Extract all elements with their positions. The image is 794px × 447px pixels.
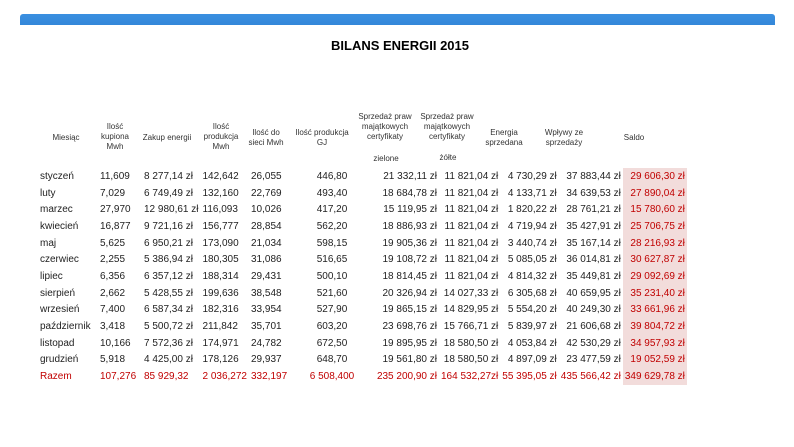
- cell-wplywy: 37 883,44 zł: [566, 170, 621, 182]
- table-row: [38, 268, 687, 285]
- cell-do_sieci: 21,034: [251, 237, 282, 249]
- cell-zakup: 5 428,55 zł: [144, 287, 193, 299]
- cell-month: wrzesień: [40, 304, 80, 316]
- cell-zakup: 4 425,00 zł: [144, 354, 193, 366]
- cell-zielone: 23 698,76 zł: [382, 321, 437, 333]
- cell-saldo: 15 780,60 zł: [623, 201, 687, 218]
- cell-gj: 648,70: [316, 354, 348, 366]
- cell-do_sieci: 332,197: [251, 371, 288, 383]
- energy-table: [38, 168, 687, 385]
- cell-wplywy: 35 427,91 zł: [566, 220, 621, 232]
- table-row: [38, 185, 687, 202]
- cell-zielone: 20 326,94 zł: [382, 287, 437, 299]
- cell-month: listopad: [40, 337, 75, 349]
- cell-zielone: 19 905,36 zł: [382, 237, 437, 249]
- cell-produkcja: 2 036,272: [202, 371, 247, 383]
- cell-wplywy: 435 566,42 zł: [560, 371, 621, 383]
- cell-zolte: 11 821,04 zł: [444, 237, 499, 249]
- cell-gj: 446,80: [316, 170, 348, 182]
- cell-do_sieci: 29,937: [251, 354, 282, 366]
- cell-do_sieci: 38,548: [251, 287, 282, 299]
- cell-zakup: 6 587,34 zł: [144, 304, 193, 316]
- cell-month: październik: [40, 321, 91, 333]
- header-ilosc-produkcja-gj: Ilość produkcja GJ: [295, 128, 349, 147]
- cell-gj: 516,65: [316, 254, 348, 266]
- cell-produkcja: 156,777: [202, 220, 239, 232]
- cell-energia: 4 814,32 zł: [507, 270, 557, 282]
- cell-kupiona: 5,625: [100, 237, 126, 249]
- cell-produkcja: 132,160: [202, 187, 239, 199]
- cell-energia: 4 133,71 zł: [507, 187, 557, 199]
- cell-zakup: 85 929,32: [144, 371, 189, 383]
- cell-kupiona: 5,918: [100, 354, 126, 366]
- cell-zakup: 6 950,21 zł: [144, 237, 193, 249]
- cell-month: styczeń: [40, 170, 74, 182]
- cell-zolte: 11 821,04 zł: [444, 270, 499, 282]
- cell-produkcja: 199,636: [202, 287, 239, 299]
- cell-wplywy: 28 761,21 zł: [566, 204, 621, 216]
- table-row: [38, 218, 687, 235]
- header-wplywy: Wpływy ze sprzedaży: [544, 128, 584, 147]
- cell-wplywy: 35 167,14 zł: [566, 237, 621, 249]
- cell-gj: 493,40: [316, 187, 348, 199]
- cell-energia: 3 440,74 zł: [507, 237, 557, 249]
- cell-energia: 5 839,97 zł: [507, 321, 557, 333]
- cell-energia: 4 730,29 zł: [507, 170, 557, 182]
- table-row: [38, 352, 687, 369]
- cell-produkcja: 180,305: [202, 254, 239, 266]
- subheader-zolte: żółte: [439, 153, 457, 162]
- cell-gj: 603,20: [316, 321, 348, 333]
- cell-kupiona: 7,029: [100, 187, 126, 199]
- cell-energia: 6 305,68 zł: [507, 287, 557, 299]
- cell-month: Razem: [40, 371, 72, 383]
- cell-month: marzec: [40, 204, 73, 216]
- cell-saldo: 29 092,69 zł: [623, 268, 687, 285]
- table-row: [38, 251, 687, 268]
- cell-kupiona: 11,609: [100, 170, 130, 182]
- table-row: [38, 318, 687, 335]
- table-row: [38, 285, 687, 302]
- cell-month: luty: [40, 187, 56, 199]
- cell-wplywy: 42 530,29 zł: [566, 337, 621, 349]
- cell-wplywy: 23 477,59 zł: [566, 354, 621, 366]
- table-row: [38, 235, 687, 252]
- cell-saldo: 33 661,96 zł: [623, 302, 687, 319]
- cell-saldo: 349 629,78 zł: [623, 368, 687, 385]
- cell-kupiona: 16,877: [100, 220, 131, 232]
- cell-wplywy: 36 014,81 zł: [566, 254, 621, 266]
- cell-zakup: 5 386,94 zł: [144, 254, 193, 266]
- cell-zolte: 15 766,71 zł: [443, 321, 499, 333]
- cell-zielone: 19 895,95 zł: [382, 337, 437, 349]
- subheader-zielone: zielone: [373, 154, 399, 163]
- cell-kupiona: 2,255: [100, 254, 126, 266]
- cell-do_sieci: 10,026: [251, 204, 282, 216]
- cell-do_sieci: 35,701: [251, 321, 282, 333]
- cell-wplywy: 40 659,95 zł: [566, 287, 621, 299]
- cell-energia: 1 820,22 zł: [507, 204, 557, 216]
- cell-produkcja: 188,314: [202, 270, 239, 282]
- cell-wplywy: 21 606,68 zł: [566, 321, 621, 333]
- cell-wplywy: 40 249,30 zł: [566, 304, 621, 316]
- cell-energia: 4 053,84 zł: [507, 337, 557, 349]
- cell-kupiona: 2,662: [100, 287, 126, 299]
- table-row: [38, 168, 687, 185]
- cell-produkcja: 178,126: [202, 354, 239, 366]
- cell-zakup: 7 572,36 zł: [144, 337, 193, 349]
- cell-zolte: 11 821,04 zł: [444, 170, 499, 182]
- cell-month: czerwiec: [40, 254, 79, 266]
- cell-gj: 521,60: [316, 287, 348, 299]
- cell-energia: 5 085,05 zł: [507, 254, 557, 266]
- header-energia-sprzedana: Energia sprzedana: [485, 128, 523, 147]
- cell-gj: 500,10: [316, 270, 348, 282]
- page-title: BILANS ENERGII 2015: [331, 38, 469, 53]
- cell-zielone: 18 886,93 zł: [382, 220, 437, 232]
- cell-do_sieci: 22,769: [251, 187, 282, 199]
- cell-do_sieci: 31,086: [251, 254, 282, 266]
- cell-zielone: 21 332,11 zł: [383, 170, 437, 182]
- cell-zakup: 8 277,14 zł: [144, 170, 193, 182]
- cell-zielone: 19 561,80 zł: [382, 354, 437, 366]
- cell-produkcja: 142,642: [202, 170, 239, 182]
- cell-zakup: 6 749,49 zł: [144, 187, 193, 199]
- cell-zakup: 12 980,61 zł: [144, 204, 199, 216]
- cell-saldo: 27 890,04 zł: [623, 185, 687, 202]
- cell-zakup: 6 357,12 zł: [144, 270, 193, 282]
- table-row: [38, 335, 687, 352]
- cell-zolte: 14 027,33 zł: [443, 287, 499, 299]
- cell-saldo: 34 957,93 zł: [623, 335, 687, 352]
- cell-month: kwiecień: [40, 220, 79, 232]
- cell-wplywy: 35 449,81 zł: [566, 270, 621, 282]
- cell-zielone: 19 865,15 zł: [382, 304, 437, 316]
- cell-zolte: 11 821,04 zł: [444, 204, 499, 216]
- cell-gj: 562,20: [316, 220, 348, 232]
- cell-kupiona: 27,970: [100, 204, 131, 216]
- cell-zielone: 19 108,72 zł: [382, 254, 437, 266]
- cell-do_sieci: 28,854: [251, 220, 282, 232]
- total-row: [38, 368, 687, 385]
- cell-zielone: 235 200,90 zł: [376, 371, 437, 383]
- header-zakup-energii: Zakup energii: [142, 133, 192, 142]
- cell-gj: 598,15: [316, 237, 348, 249]
- cell-zakup: 5 500,72 zł: [144, 321, 193, 333]
- cell-produkcja: 211,842: [202, 321, 238, 333]
- cell-gj: 417,20: [316, 204, 348, 216]
- cell-zielone: 15 119,95 zł: [383, 204, 437, 216]
- cell-zielone: 18 684,78 zł: [382, 187, 437, 199]
- cell-zakup: 9 721,16 zł: [144, 220, 193, 232]
- cell-do_sieci: 29,431: [251, 270, 282, 282]
- cell-month: grudzień: [40, 354, 79, 366]
- cell-energia: 4 897,09 zł: [507, 354, 557, 366]
- cell-zolte: 14 829,95 zł: [443, 304, 499, 316]
- cell-zolte: 11 821,04 zł: [444, 254, 499, 266]
- cell-month: maj: [40, 237, 57, 249]
- cell-kupiona: 6,356: [100, 270, 126, 282]
- cell-do_sieci: 26,055: [251, 170, 282, 182]
- cell-zolte: 18 580,50 zł: [443, 354, 499, 366]
- cell-do_sieci: 33,954: [251, 304, 282, 316]
- cell-energia: 5 554,20 zł: [507, 304, 557, 316]
- table-row: [38, 302, 687, 319]
- header-sprzedaz-praw-zolte: Sprzedaż praw majątkowych certyfikaty: [420, 112, 474, 141]
- header-saldo: Saldo: [623, 133, 645, 142]
- cell-saldo: 30 627,87 zł: [623, 251, 687, 268]
- header-sprzedaz-praw-zielone: Sprzedaż praw majątkowych certyfikaty: [358, 112, 412, 141]
- header-ilosc-kupiona: Ilość kupiona Mwh: [100, 122, 130, 151]
- header-miesiac: Miesiąc: [52, 133, 80, 142]
- cell-gj: 6 508,400: [309, 371, 355, 383]
- cell-do_sieci: 24,782: [251, 337, 282, 349]
- table-row: [38, 201, 687, 218]
- header-ilosc-do-sieci: Ilość do sieci Mwh: [248, 128, 284, 147]
- cell-zolte: 11 821,04 zł: [444, 187, 499, 199]
- cell-gj: 672,50: [316, 337, 348, 349]
- cell-kupiona: 3,418: [100, 321, 126, 333]
- cell-energia: 55 395,05 zł: [502, 371, 557, 383]
- cell-kupiona: 107,276: [100, 371, 137, 383]
- cell-saldo: 35 231,40 zł: [623, 285, 687, 302]
- cell-produkcja: 173,090: [202, 237, 239, 249]
- cell-kupiona: 10,166: [100, 337, 131, 349]
- cell-zielone: 18 814,45 zł: [382, 270, 437, 282]
- cell-saldo: 25 706,75 zł: [623, 218, 687, 235]
- cell-month: lipiec: [40, 270, 63, 282]
- cell-zolte: 18 580,50 zł: [443, 337, 499, 349]
- cell-gj: 527,90: [316, 304, 348, 316]
- cell-energia: 4 719,94 zł: [507, 220, 557, 232]
- cell-saldo: 39 804,72 zł: [623, 318, 687, 335]
- cell-month: sierpień: [40, 287, 76, 299]
- cell-saldo: 28 216,93 zł: [623, 235, 687, 252]
- cell-saldo: 19 052,59 zł: [623, 352, 687, 369]
- cell-produkcja: 182,316: [202, 304, 239, 316]
- cell-zolte: 164 532,27zł: [441, 371, 499, 383]
- cell-saldo: 29 606,30 zł: [623, 168, 687, 185]
- cell-kupiona: 7,400: [100, 304, 126, 316]
- cell-produkcja: 116,093: [202, 204, 238, 216]
- cell-wplywy: 34 639,53 zł: [566, 187, 621, 199]
- cell-zolte: 11 821,04 zł: [444, 220, 499, 232]
- header-ilosc-produkcja: Ilość produkcja Mwh: [203, 122, 239, 151]
- cell-produkcja: 174,971: [202, 337, 239, 349]
